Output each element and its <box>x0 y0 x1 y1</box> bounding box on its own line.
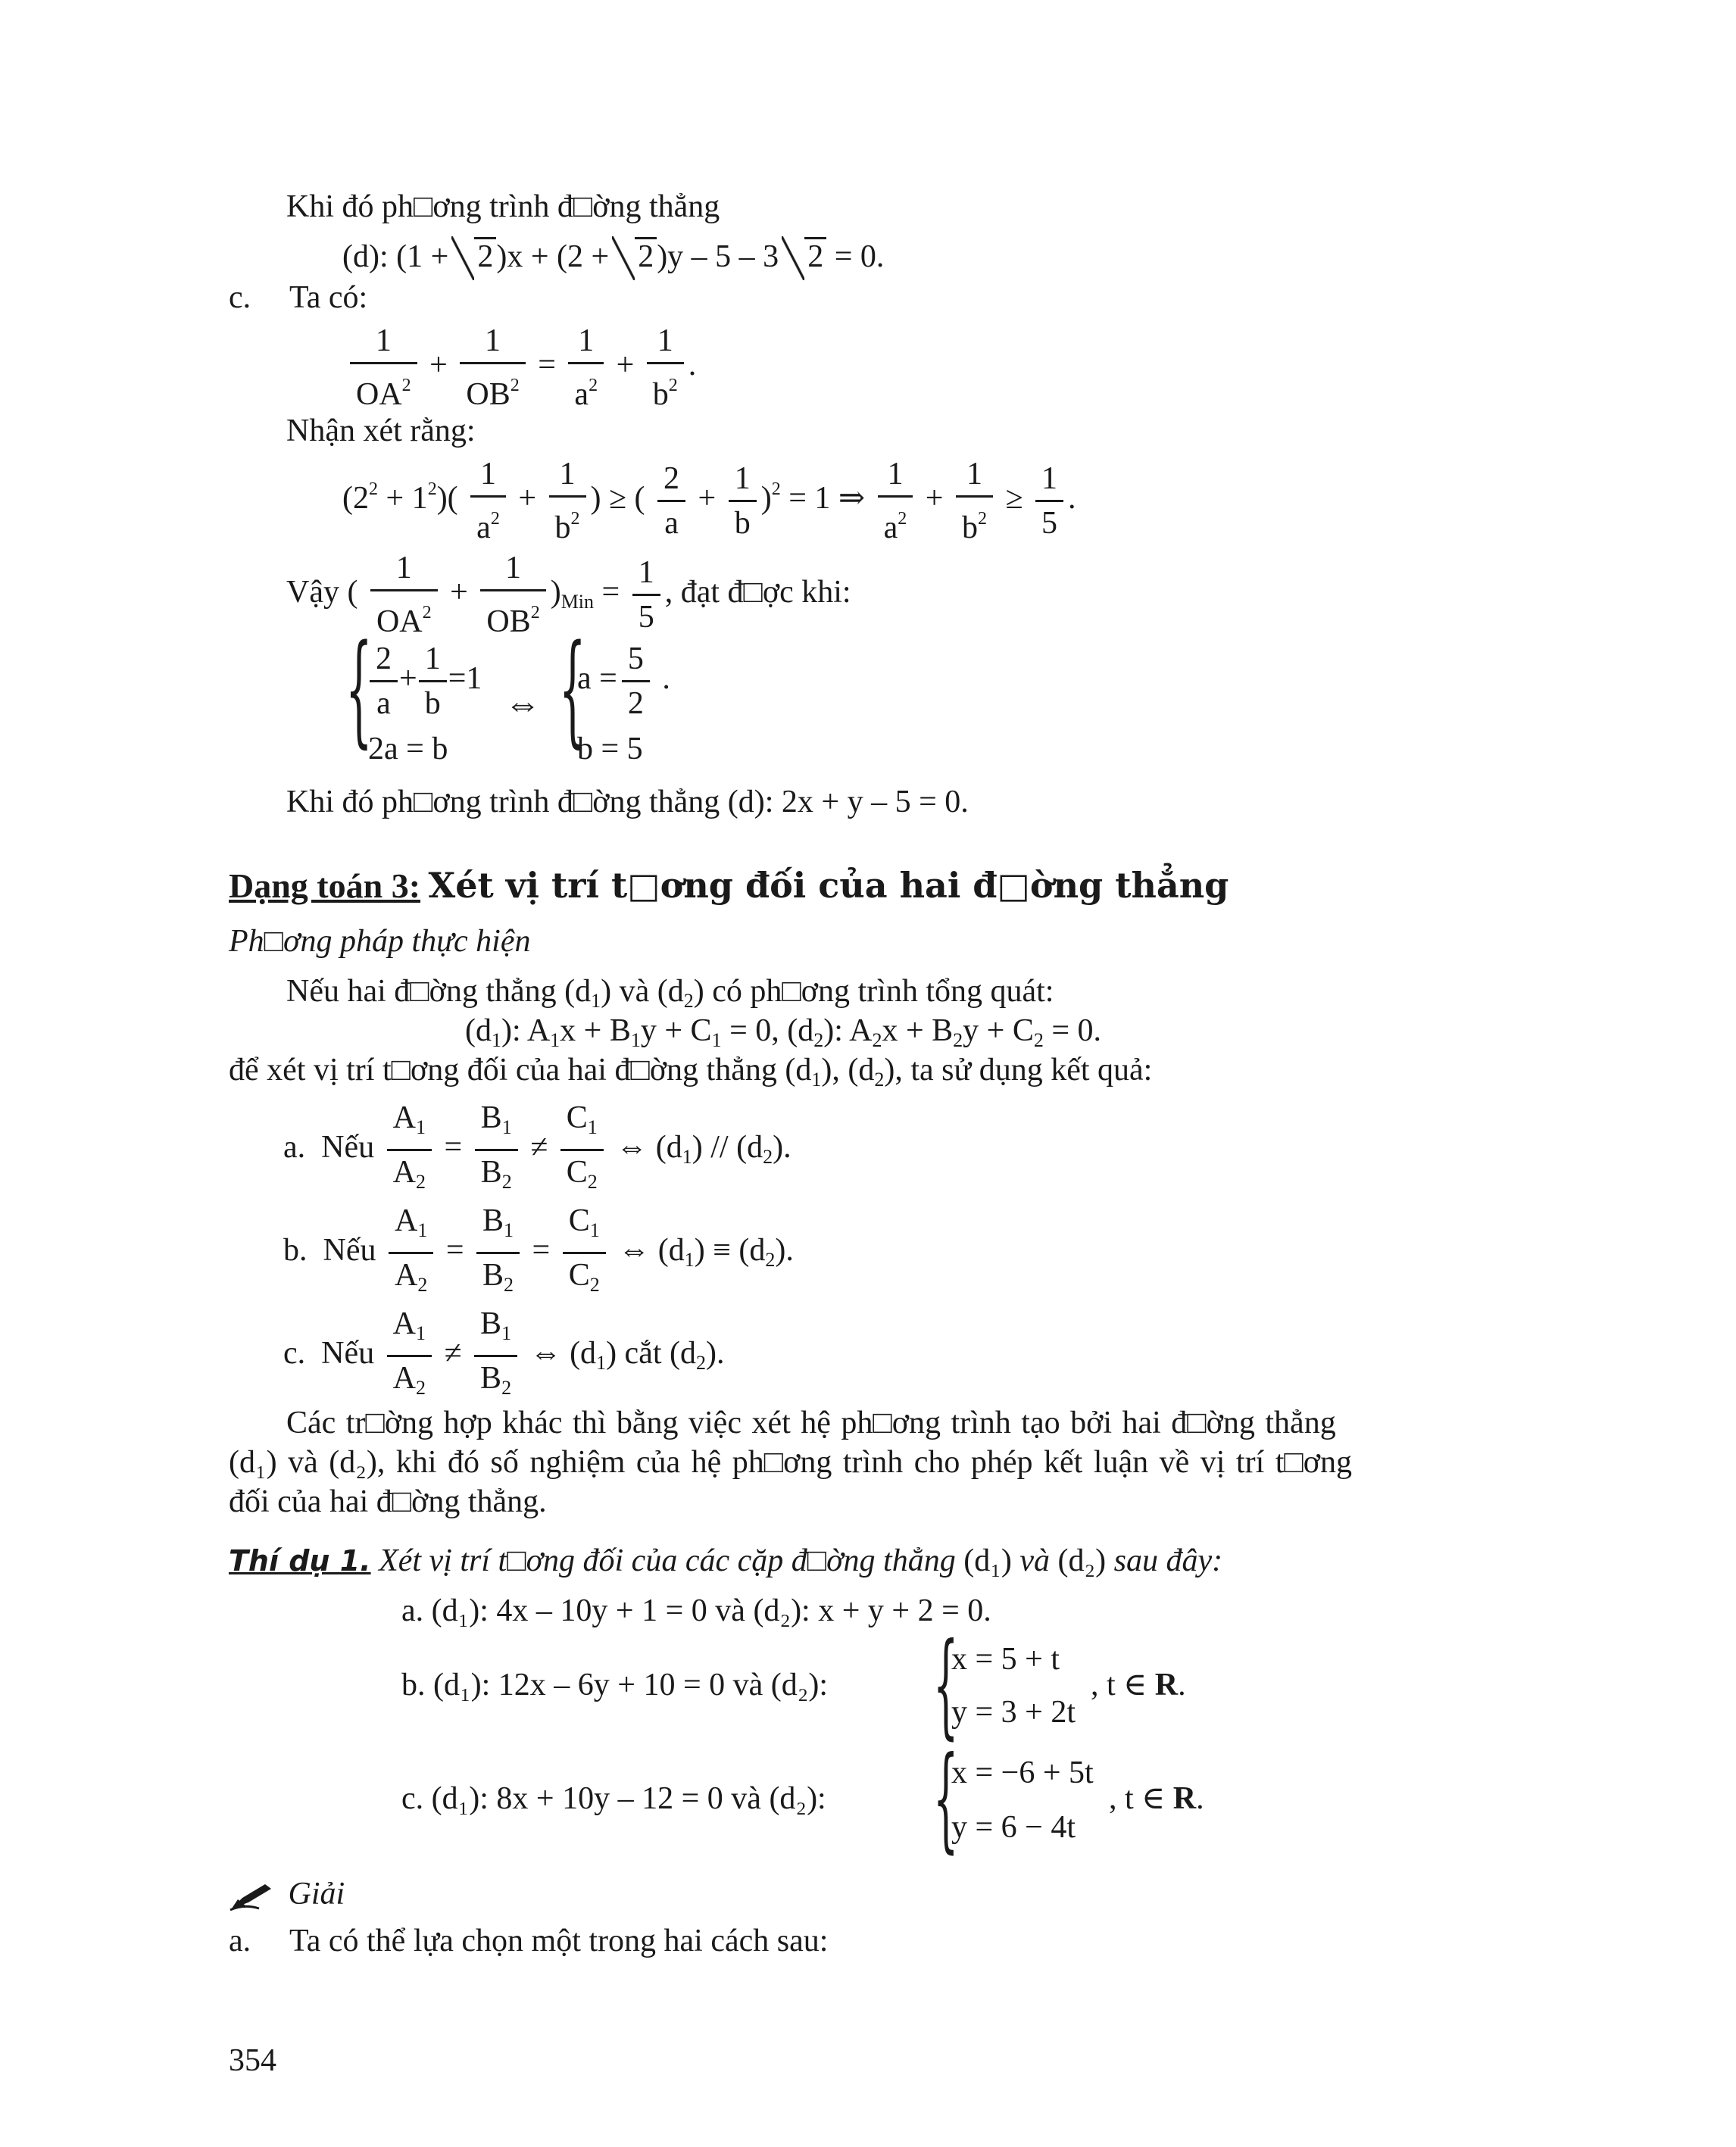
text-line: Khi đó ph□ơng trình đ□ờng thẳng <box>286 189 720 224</box>
solution-a-label: a. <box>229 1924 251 1958</box>
section-header: Dạng toán 3: Xét vị trí t□ơng đối của hai đ□ờng thẳng <box>229 865 1229 906</box>
formula-sum: $\frac{1}{OA^2}$ + $\frac{1}{OB^2}$ = $\frac{1}{a^2}$ + $\frac{1}{b^2}$ . <box>345 320 696 416</box>
text-line: Nếu hai đ□ờng thẳng $(d_1)$ và $(d_2)$ có ph□ơng trình tổng quát: <box>286 974 1054 1012</box>
solution-header: Giải <box>229 1878 345 1911</box>
example-c-param: , t ∈ R. <box>1109 1781 1204 1816</box>
case-c: c. Nếu $\frac{A_1}{A_2}$ ≠ $\frac{B_1}{B_2}$ ⇔ $(d_1)$ cắt $(d_2)$. <box>283 1303 725 1409</box>
case-b: b. Nếu $\frac{A_1}{A_2}$ = $\frac{B_1}{B_2}$ = $\frac{C_1}{C_2}$ ⇔ $(d_1) \equiv (d_2)$. <box>283 1200 794 1306</box>
paragraph-line: (d₁) và (d₂), khi đó số nghiệm của hệ ph□ơng trình cho phép kết luận về vị trí t□ơng <box>229 1445 1352 1480</box>
item-c-text: Ta có: <box>289 280 368 315</box>
example-c: c. (d₁): 8x + 10y – 12 = 0 và (d₂): <box>401 1781 826 1816</box>
example-a: a. (d₁): 4x – 10y + 1 = 0 và (d₂): x + y + 2 = 0. <box>401 1593 991 1628</box>
item-c-label: c. <box>229 280 251 315</box>
system2-row-2: b = 5 <box>577 732 643 766</box>
case-a: a. Nếu $\frac{A_1}{A_2}$ = $\frac{B_1}{B_2}$ ≠ $\frac{C_1}{C_2}$ ⇔ $(d_1) // (d_2)$. <box>283 1097 792 1203</box>
example-b-x: x = 5 + t <box>951 1642 1060 1677</box>
brace-c: { <box>933 1733 959 1865</box>
system2-row-1: a = $\frac{5}{2}$ . <box>577 638 670 725</box>
text-line: Khi đó ph□ơng trình đ□ờng thẳng (d): 2x + y – 5 = 0. <box>286 785 969 819</box>
formula-min: Vậy ( $\frac{1}{OA^2}$ + $\frac{1}{OB^2}$ )$_{Min}$ = $\frac{1}{5}$ , đạt đ□ợc khi: <box>286 547 851 643</box>
example-b-y: y = 3 + 2t <box>951 1695 1076 1730</box>
subheading: Ph□ơng pháp thực hiện <box>229 924 531 959</box>
page-number: 354 <box>229 2043 276 2078</box>
text-line: Nhận xét rằng: <box>286 413 476 448</box>
text-line: để xét vị trí t□ơng đối của hai đ□ờng thẳng $(d_1)$, $(d_2)$, ta sử dụng kết quả: <box>229 1053 1153 1091</box>
example-b: b. (d₁): 12x – 6y + 10 = 0 và (d₂): <box>401 1668 829 1702</box>
example-c-x: x = −6 + 5t <box>951 1755 1094 1790</box>
system-row-2: 2a = b <box>368 732 448 766</box>
example-c-y: y = 6 − 4t <box>951 1810 1076 1845</box>
line-equation: (d): (1 + 2)x + (2 + 2)y – 5 – 3 2 = 0. <box>342 241 884 273</box>
general-equations: $(d_1)$: $A_1x + B_1y + C_1 = 0$, $(d_2)$: $A_2x + B_2y + C_2 = 0$. <box>465 1013 1102 1051</box>
example-header: Thí dụ 1. Xét vị trí t□ơng đối của các cặp đ□ờng thẳng (d₁) và (d₂) sau đây: <box>229 1543 1223 1578</box>
right-brace: { <box>559 618 586 760</box>
solution-a-text: Ta có thể lựa chọn một trong hai cách sau: <box>289 1924 829 1958</box>
paragraph-line: đối của hai đ□ờng thẳng. <box>229 1484 547 1519</box>
iff-symbol: ⇔ <box>504 684 541 724</box>
formula-inequality: $(2^2 + 1^2)$( $\frac{1}{a^2}$ + $\frac{1}{b^2}$ ) ≥ ( $\frac{2}{a}$ + $\frac{1}{b}$ )$^2$ = 1 ⇒ $\frac{1}{a^2}$ + $\frac{1}{b^2}$ ≥ $\frac{1}{5}$ . <box>342 453 1076 549</box>
left-brace: { <box>345 618 373 760</box>
pen-icon <box>229 1881 274 1911</box>
example-b-param: , t ∈ R. <box>1091 1668 1186 1702</box>
system-row-1: $\frac{2}{a}$ + $\frac{1}{b}$ =1 <box>368 638 482 725</box>
paragraph-line: Các tr□ờng hợp khác thì bằng việc xét hệ ph□ơng trình tạo bởi hai đ□ờng thẳng <box>286 1406 1336 1440</box>
brace-b: { <box>933 1619 959 1751</box>
